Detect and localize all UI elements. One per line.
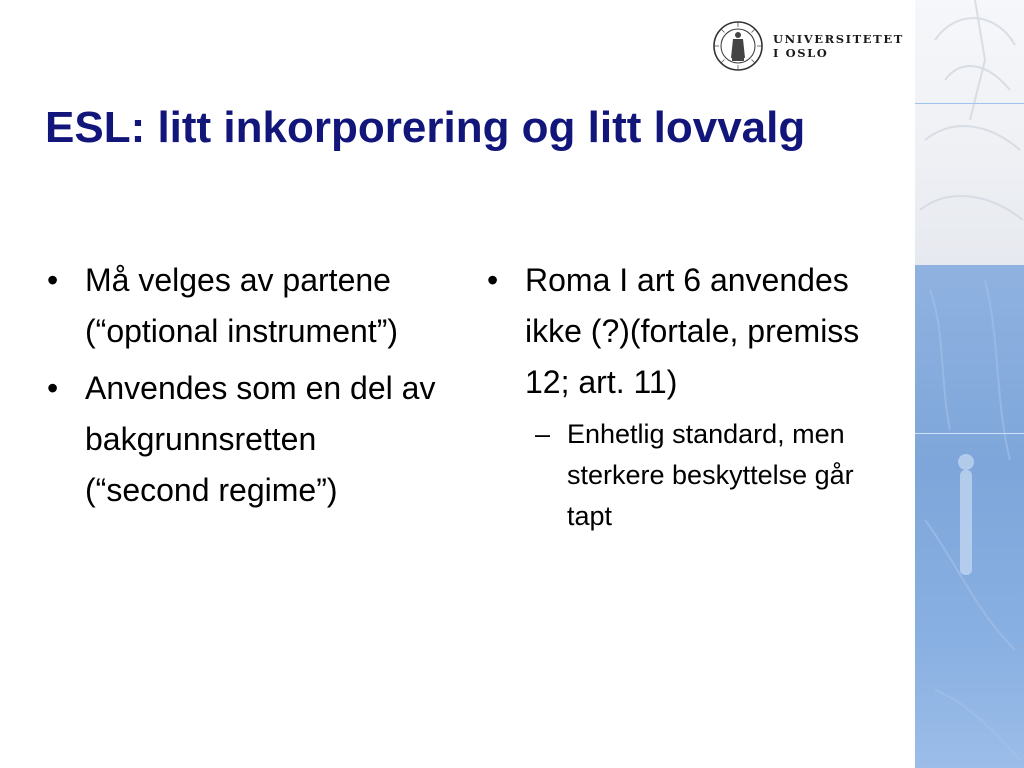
bullet-glyph: • bbox=[47, 370, 59, 406]
sub-bullet-group bbox=[485, 414, 905, 537]
right-bullet-list bbox=[485, 255, 905, 537]
decorative-side-strip bbox=[915, 0, 1024, 768]
sub-bullet-list bbox=[485, 414, 905, 537]
bullet-text: Må velges av partene (“optional instrument”) bbox=[85, 262, 398, 349]
logo-text-line-1: UNIVERSITETET bbox=[773, 32, 904, 46]
sub-bullet-text: Enhetlig standard, men sterkere beskyttelse går tapt bbox=[567, 419, 854, 531]
strip-divider-line bbox=[915, 433, 1024, 434]
bullet-text: Roma I art 6 anvendes ikke (?)(fortale, premiss 12; art. 11) bbox=[525, 262, 860, 400]
bullet-item bbox=[45, 363, 445, 516]
university-seal-icon bbox=[712, 20, 764, 72]
university-logo bbox=[712, 20, 902, 72]
bullet-glyph: • bbox=[487, 262, 499, 298]
bullet-item bbox=[485, 255, 905, 408]
statue-watermark bbox=[915, 0, 1024, 768]
bullet-text: Anvendes som en del av bakgrunnsretten (“second regime”) bbox=[85, 370, 436, 508]
bullet-item bbox=[45, 255, 445, 357]
sub-bullet-glyph: – bbox=[535, 419, 551, 449]
logo-text-line-2: I OSLO bbox=[773, 46, 829, 60]
slide-title: ESL: litt inkorporering og litt lovvalg bbox=[45, 103, 806, 152]
bullet-glyph: • bbox=[47, 262, 59, 298]
sub-bullet-item bbox=[525, 414, 905, 537]
strip-divider-line bbox=[915, 103, 1024, 104]
left-bullet-list bbox=[45, 255, 445, 522]
